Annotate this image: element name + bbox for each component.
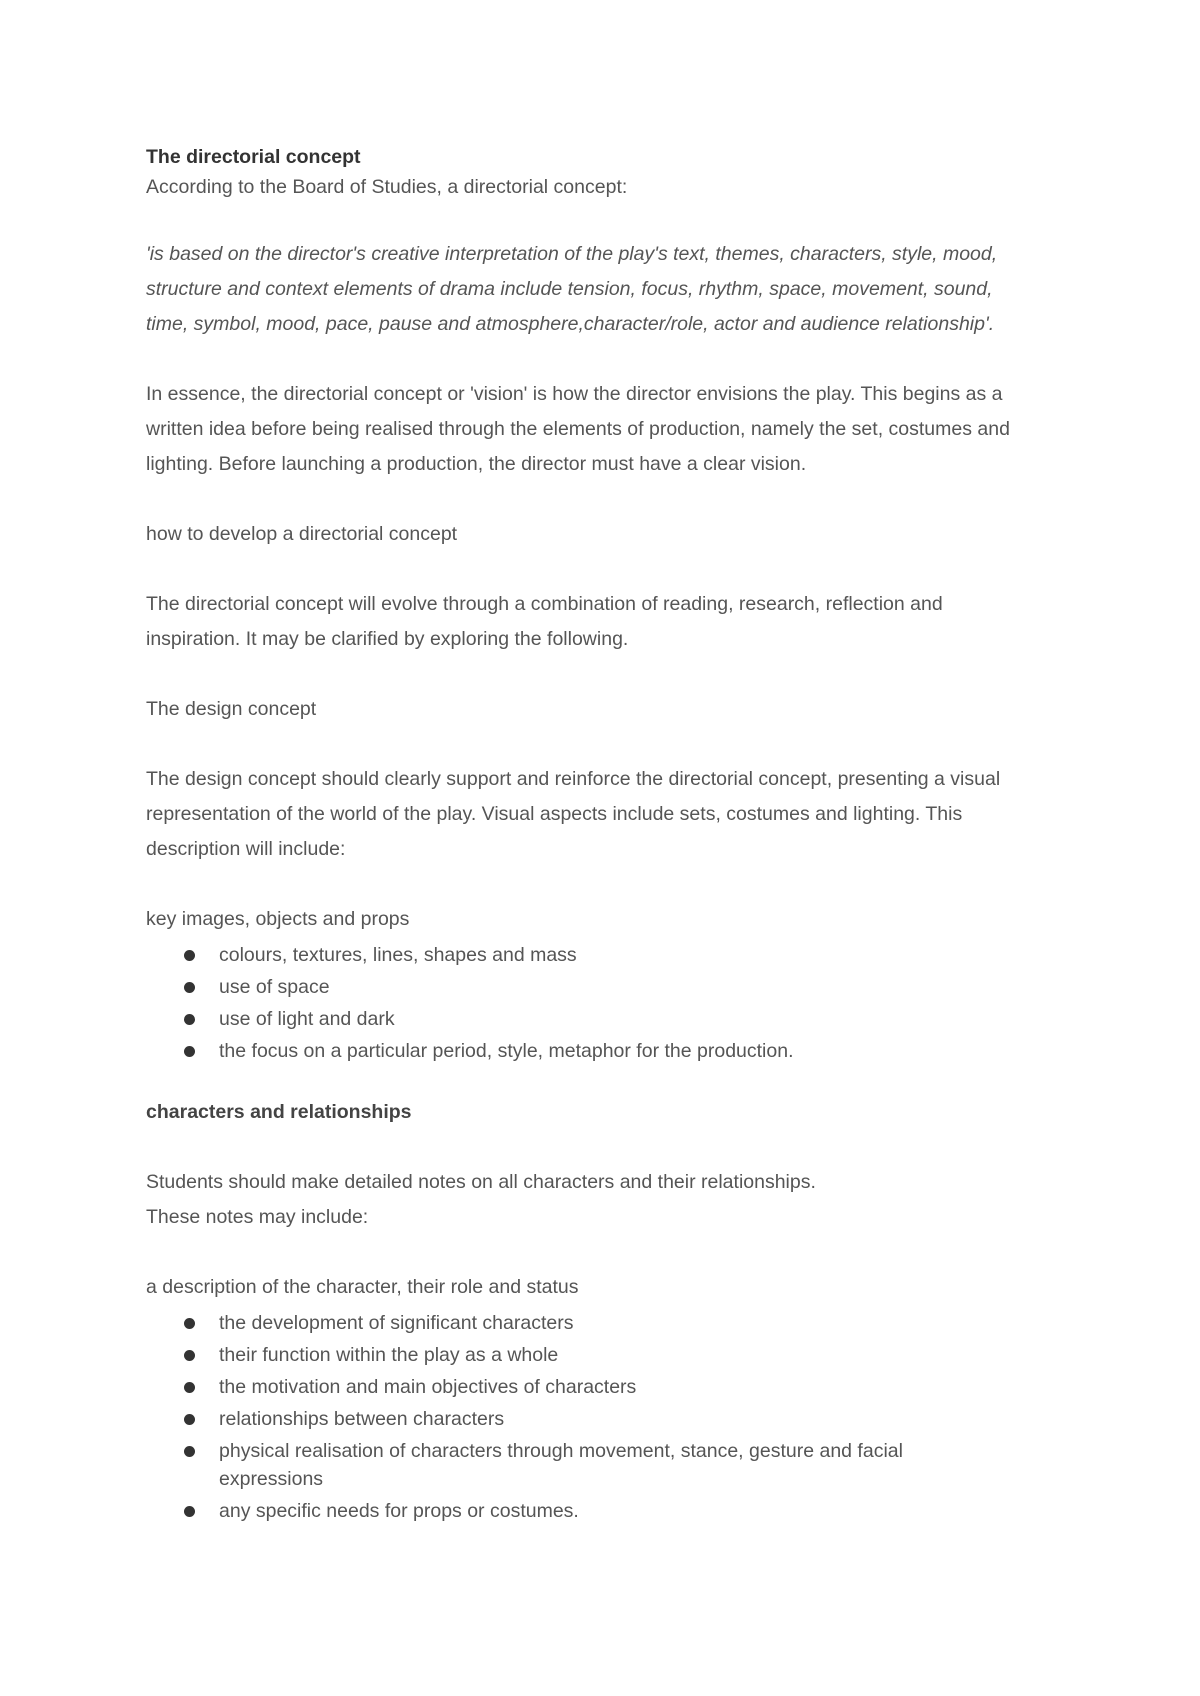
paragraph-line: The directorial concept will evolve through a combination of reading, research, reflection and (146, 593, 943, 615)
list-item: relationships between characters (146, 1405, 1066, 1433)
quote-line: 'is based on the director's creative interpretation of the play's text, themes, characters, style, mood, (146, 243, 998, 265)
list-item: use of space (146, 973, 1066, 1001)
paragraph-line: In essence, the directorial concept or 'vision' is how the director envisions the play. This begins as a (146, 383, 1003, 405)
spacer (146, 1130, 1066, 1165)
paragraph-line: representation of the world of the play. Visual aspects include sets, costumes and lighting. This (146, 803, 963, 825)
spacer (146, 552, 1066, 587)
quote-line: structure and context elements of drama include tension, focus, rhythm, space, movement, sound, (146, 278, 993, 300)
paragraph-line: These notes may include: (146, 1206, 369, 1228)
characters-list-intro: a description of the character, their role and status (146, 1276, 579, 1298)
paragraph-line: description will include: (146, 838, 346, 860)
list-item: any specific needs for props or costumes. (146, 1497, 1066, 1525)
list-item: their function within the play as a whole (146, 1341, 1066, 1369)
bullet-icon (184, 1318, 195, 1329)
design-bullet-list (146, 941, 1066, 1065)
essence-paragraph (146, 377, 1066, 482)
design-paragraph (146, 762, 1066, 867)
paragraph-line: inspiration. It may be clarified by exploring the following. (146, 628, 629, 650)
bullet-icon (184, 1446, 195, 1457)
list-item: colours, textures, lines, shapes and mass (146, 941, 1066, 969)
document-title: The directorial concept (146, 146, 361, 168)
bullet-icon (184, 982, 195, 993)
develop-paragraph (146, 587, 1066, 657)
spacer (146, 1065, 1066, 1095)
bullet-icon (184, 1046, 195, 1057)
list-item: the motivation and main objectives of characters (146, 1373, 1066, 1401)
characters-heading: characters and relationships (146, 1101, 412, 1123)
bullet-icon (184, 950, 195, 961)
bullet-icon (184, 1382, 195, 1393)
spacer (146, 202, 1066, 237)
quote-paragraph (146, 237, 1066, 342)
characters-paragraph (146, 1165, 1066, 1235)
list-item: the focus on a particular period, style, metaphor for the production. (146, 1037, 1066, 1065)
paragraph-line: lighting. Before launching a production, the director must have a clear vision. (146, 453, 807, 475)
list-item: use of light and dark (146, 1005, 1066, 1033)
characters-bullet-list (146, 1309, 1066, 1525)
bullet-icon (184, 1350, 195, 1361)
spacer (146, 727, 1066, 762)
bullet-icon (184, 1414, 195, 1425)
spacer (146, 482, 1066, 517)
spacer (146, 657, 1066, 692)
document-page (146, 142, 1066, 1525)
paragraph-line: Students should make detailed notes on all characters and their relationships. (146, 1171, 816, 1193)
spacer (146, 867, 1066, 902)
list-item: the development of significant characters (146, 1309, 1066, 1337)
develop-heading: how to develop a directorial concept (146, 523, 458, 545)
paragraph-line: The design concept should clearly support and reinforce the directorial concept, presenting a visual (146, 768, 1001, 790)
bullet-icon (184, 1014, 195, 1025)
design-list-intro: key images, objects and props (146, 908, 410, 930)
design-heading: The design concept (146, 698, 317, 720)
list-item: physical realisation of characters through movement, stance, gesture and facial expressions (146, 1437, 1066, 1493)
intro-text: According to the Board of Studies, a directorial concept: (146, 176, 628, 198)
spacer (146, 342, 1066, 377)
spacer (146, 1235, 1066, 1270)
quote-line: time, symbol, mood, pace, pause and atmosphere,character/role, actor and audience relationship'. (146, 313, 995, 335)
bullet-icon (184, 1506, 195, 1517)
paragraph-line: written idea before being realised through the elements of production, namely the set, costumes and (146, 418, 1010, 440)
